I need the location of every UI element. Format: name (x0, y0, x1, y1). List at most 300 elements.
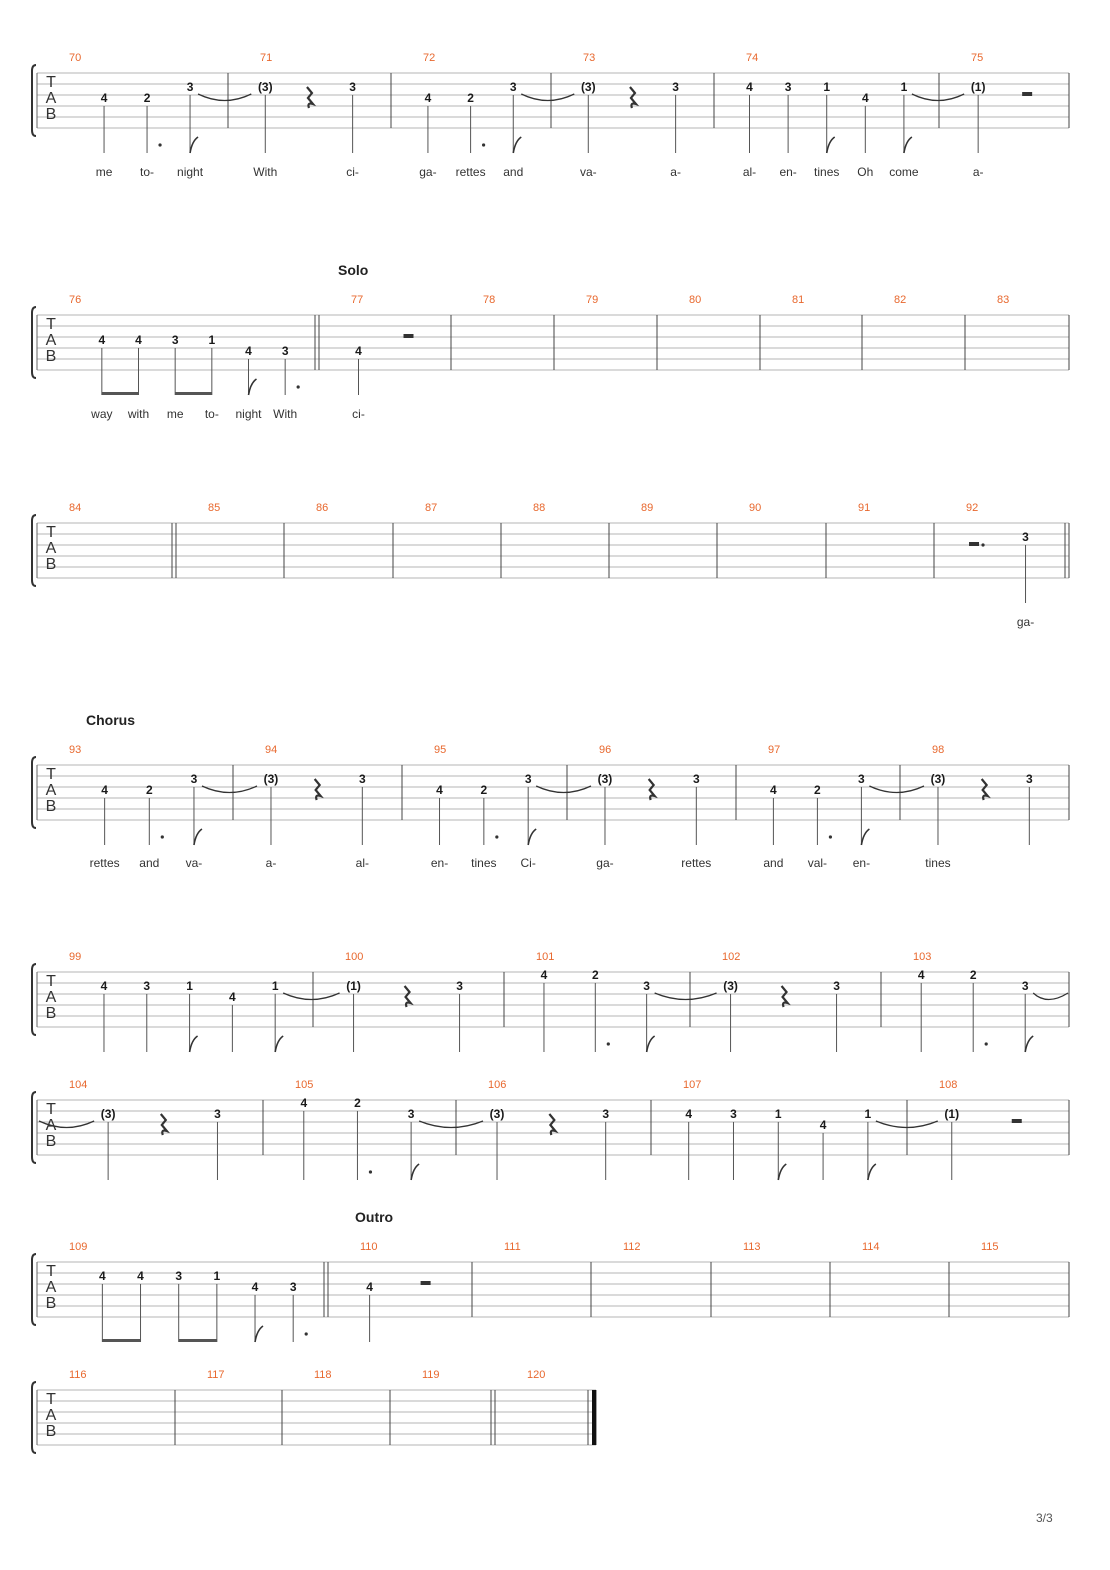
fret-number: 3 (349, 80, 356, 94)
measure-number: 116 (69, 1369, 87, 1381)
lyric-syllable: tines (471, 856, 497, 870)
measure (314, 1369, 332, 1381)
measure (316, 502, 328, 514)
measure (69, 52, 204, 179)
fret-number: 2 (143, 91, 151, 105)
measure (202, 744, 369, 870)
measure (69, 502, 81, 514)
eighth-flag (411, 1164, 419, 1180)
tab-system (32, 1079, 1069, 1180)
measure-number: 86 (316, 502, 329, 514)
section-label: Outro (355, 1209, 394, 1225)
duration-dot (482, 143, 485, 146)
measure (966, 502, 1034, 629)
measure (527, 1369, 545, 1381)
measure (981, 1241, 999, 1253)
fret-number: (3) (100, 1107, 116, 1121)
measure-number: 112 (623, 1241, 641, 1253)
measure (425, 502, 437, 514)
measure (521, 52, 681, 179)
lyric-syllable: en- (430, 856, 449, 870)
measure-number: 97 (768, 744, 781, 756)
lyric-syllable: a- (972, 165, 984, 179)
measure-number: 76 (69, 294, 82, 306)
measure-number: 110 (360, 1241, 378, 1253)
system-bracket (32, 307, 36, 378)
measure (749, 502, 761, 514)
tab-clef-letter: B (45, 1005, 57, 1022)
quarter-rest (782, 986, 788, 1007)
tab-clef (46, 766, 57, 815)
measure (743, 1241, 761, 1253)
tab-clef (46, 1263, 57, 1312)
tab-clef-letter: T (46, 766, 56, 783)
fret-number: 1 (271, 979, 279, 993)
fret-number: 4 (436, 783, 443, 797)
lyric-syllable: and (763, 856, 784, 870)
measure-number: 93 (69, 744, 82, 756)
fret-number: 3 (289, 1280, 297, 1294)
measure (858, 502, 870, 514)
duration-dot (829, 835, 832, 838)
measure-number: 72 (423, 52, 436, 64)
duration-dot (297, 385, 300, 388)
measure (912, 52, 1032, 179)
beam (102, 392, 139, 395)
measure-number: 88 (533, 502, 546, 514)
fret-number: 2 (480, 783, 488, 797)
tab-clef-letter: B (45, 798, 57, 815)
tab-system (32, 52, 1069, 179)
fret-number: 1 (208, 333, 216, 347)
lyric-syllable: rettes (89, 856, 120, 870)
fret-number: 3 (175, 1269, 183, 1283)
measure (419, 1079, 609, 1180)
beam (102, 1339, 140, 1342)
tab-system (32, 1369, 596, 1453)
beam (179, 1339, 217, 1342)
fret-number: 3 (509, 80, 517, 94)
duration-dot (161, 835, 164, 838)
tab-system (32, 951, 1069, 1052)
lyric-syllable: to- (140, 165, 155, 179)
measure-number: 87 (425, 502, 438, 514)
fret-number: 1 (213, 1269, 221, 1283)
measure-number: 84 (69, 502, 82, 514)
measure-number: 118 (314, 1369, 332, 1381)
measure-number: 85 (208, 502, 221, 514)
fret-number: (1) (944, 1107, 960, 1121)
tab-clef-letter: A (45, 1407, 57, 1424)
eighth-flag (275, 1036, 283, 1052)
eighth-flag (249, 379, 257, 395)
measure-number: 108 (939, 1079, 958, 1091)
fret-number: 4 (540, 968, 548, 982)
tab-clef-letter: B (45, 1133, 57, 1150)
fret-number: 4 (300, 1096, 308, 1110)
eighth-flag (904, 137, 912, 153)
measure (913, 951, 1068, 1052)
fret-number: 4 (917, 968, 925, 982)
measure-number: 106 (488, 1079, 507, 1091)
duration-dot (158, 143, 161, 146)
system-bracket (32, 1092, 36, 1163)
quarter-rest (549, 1114, 555, 1135)
measure (431, 744, 536, 870)
lyric-syllable: night (177, 165, 204, 179)
half-rest (404, 334, 414, 338)
measure-number: 98 (932, 744, 945, 756)
fret-number: 2 (591, 968, 599, 982)
system-bracket (32, 964, 36, 1035)
fret-number: 4 (861, 91, 869, 105)
eighth-flag (513, 137, 521, 153)
lyric-syllable: to- (204, 407, 219, 421)
measure (894, 294, 906, 306)
fret-number: 2 (354, 1096, 361, 1110)
fret-number: (1) (970, 80, 986, 94)
tab-system (32, 262, 1069, 421)
quarter-rest (307, 87, 313, 108)
eighth-flag (827, 137, 835, 153)
lyric-syllable: en- (852, 856, 871, 870)
fret-number: (3) (489, 1107, 505, 1121)
tab-clef (46, 1391, 57, 1440)
system-bracket (32, 1254, 36, 1325)
duration-dot (495, 835, 498, 838)
tab-system (32, 502, 1069, 629)
measure-number: 91 (858, 502, 871, 514)
fret-number: 3 (214, 1107, 221, 1121)
fret-number: 3 (643, 979, 650, 993)
measure (869, 744, 1033, 870)
final-bar-line (592, 1390, 596, 1445)
fret-number: 1 (774, 1107, 782, 1121)
fret-number: 3 (784, 80, 792, 94)
tab-clef-letter: A (45, 90, 57, 107)
half-rest (1022, 92, 1032, 96)
measure (655, 951, 841, 1052)
quarter-rest (315, 779, 321, 800)
measure (683, 1079, 876, 1180)
fret-number: 4 (99, 1269, 106, 1283)
fret-number: (3) (263, 772, 279, 786)
fret-number: (3) (723, 979, 738, 993)
lyric-syllable: a- (265, 856, 277, 870)
section-label: Chorus (86, 712, 135, 728)
measure-number: 95 (434, 744, 447, 756)
lyric-syllable: ci- (346, 165, 359, 179)
eighth-flag (647, 1036, 655, 1052)
lyric-syllable: tines (925, 856, 951, 870)
fret-number: 4 (355, 344, 362, 358)
fret-number: 2 (969, 968, 977, 982)
fret-number: (3) (597, 772, 613, 786)
measure-number: 100 (345, 951, 364, 963)
fret-number: 3 (602, 1107, 610, 1121)
measure-number: 70 (69, 52, 82, 64)
lyric-syllable: come (889, 165, 919, 179)
lyric-syllable: me (95, 165, 113, 179)
lyric-syllable: rettes (455, 165, 486, 179)
measure (69, 294, 300, 421)
fret-number: (3) (580, 80, 596, 94)
beam (175, 392, 212, 395)
measure (997, 294, 1009, 306)
half-rest (421, 1281, 431, 1285)
measure-number: 120 (527, 1369, 546, 1381)
system-bracket (32, 515, 36, 586)
measure-number: 102 (722, 951, 741, 963)
fret-number: 3 (1022, 530, 1029, 544)
measure-number: 119 (422, 1369, 440, 1381)
fret-number: 3 (672, 80, 679, 94)
quarter-rest (405, 986, 411, 1007)
fret-number: 3 (171, 333, 179, 347)
eighth-flag (528, 829, 536, 845)
fret-number: 4 (770, 783, 777, 797)
tab-clef (46, 316, 57, 365)
measure (763, 744, 870, 870)
tab-clef-letter: B (45, 1295, 57, 1312)
measure (689, 294, 701, 306)
lyric-syllable: a- (670, 165, 681, 179)
eighth-flag (861, 829, 869, 845)
measure-number: 90 (749, 502, 762, 514)
lyric-syllable: With (253, 165, 278, 179)
eighth-flag (190, 1036, 198, 1052)
measure-number: 105 (295, 1079, 314, 1091)
measure-number: 117 (207, 1369, 225, 1381)
fret-number: 3 (1021, 979, 1029, 993)
fret-number: 2 (145, 783, 153, 797)
fret-number: 3 (358, 772, 366, 786)
measure (533, 502, 545, 514)
fret-number: 2 (814, 783, 821, 797)
fret-number: 4 (98, 333, 106, 347)
lyric-syllable: Oh (857, 165, 874, 179)
eighth-flag (1025, 1036, 1033, 1052)
fret-number: 4 (100, 91, 108, 105)
measure-number: 94 (265, 744, 278, 756)
fret-number: 2 (467, 91, 474, 105)
fret-number: (1) (346, 979, 361, 993)
tab-clef-letter: B (45, 556, 57, 573)
measure (207, 1369, 225, 1381)
measure (743, 52, 919, 179)
quarter-rest (982, 779, 988, 800)
tab-clef-letter: A (45, 540, 57, 557)
measure-number: 73 (583, 52, 596, 64)
measure (422, 1369, 440, 1381)
half-rest (1012, 1119, 1022, 1123)
measure (483, 294, 495, 306)
fret-number: 4 (101, 783, 108, 797)
measure-number: 78 (483, 294, 496, 306)
lyric-syllable: and (503, 165, 524, 179)
fret-number: 3 (833, 979, 840, 993)
eighth-flag (190, 137, 198, 153)
measure (536, 951, 655, 1052)
fret-number: 3 (407, 1107, 415, 1121)
lyric-syllable: al- (355, 856, 369, 870)
measure-number: 82 (894, 294, 907, 306)
tab-system (32, 1209, 1069, 1342)
measure (295, 1079, 419, 1180)
fret-number: 3 (524, 772, 532, 786)
dotted-half-rest (969, 542, 979, 546)
fret-number: 4 (819, 1118, 827, 1132)
measure-number: 104 (69, 1079, 88, 1091)
measure-number: 74 (746, 52, 759, 64)
tab-clef-letter: A (45, 782, 57, 799)
measure (283, 951, 463, 1052)
measure (586, 294, 598, 306)
duration-dot (305, 1332, 308, 1335)
measure-number: 111 (504, 1241, 521, 1253)
fret-number: 4 (366, 1280, 373, 1294)
tab-clef-letter: T (46, 1101, 56, 1118)
measure (419, 52, 523, 179)
fret-number: 3 (730, 1107, 737, 1121)
fret-number: 3 (190, 772, 198, 786)
duration-dot (369, 1170, 372, 1173)
quarter-rest (649, 779, 655, 800)
fret-number: 1 (823, 80, 831, 94)
measure (623, 1241, 641, 1253)
tab-clef-letter: A (45, 1117, 57, 1134)
lyric-syllable: rettes (681, 856, 712, 870)
lyric-syllable: Ci- (520, 856, 536, 870)
fret-number: 4 (424, 91, 432, 105)
fret-number: 3 (143, 979, 151, 993)
eighth-flag (778, 1164, 786, 1180)
lyric-syllable: va- (579, 165, 597, 179)
fret-number: 4 (685, 1107, 693, 1121)
fret-number: 4 (135, 333, 142, 347)
fret-number: 3 (1025, 772, 1033, 786)
measure-number: 83 (997, 294, 1010, 306)
measure (504, 1241, 521, 1253)
measure-number: 92 (966, 502, 979, 514)
lyric-syllable: va- (185, 856, 203, 870)
tab-clef-letter: T (46, 1391, 56, 1408)
tab-clef-letter: A (45, 1279, 57, 1296)
fret-number: 3 (858, 772, 865, 786)
fret-number: 4 (100, 979, 108, 993)
lyric-syllable: ga- (1016, 615, 1035, 629)
lyric-syllable: ga- (596, 856, 614, 870)
eighth-flag (194, 829, 202, 845)
fret-number: 4 (137, 1269, 144, 1283)
measure (536, 744, 711, 870)
measure-number: 89 (641, 502, 654, 514)
measure (69, 1369, 87, 1381)
eighth-flag (868, 1164, 876, 1180)
measure-number: 75 (971, 52, 984, 64)
measure (360, 1241, 431, 1342)
fret-number: 3 (186, 80, 194, 94)
tab-clef-letter: B (45, 348, 57, 365)
fret-number: 1 (864, 1107, 872, 1121)
lyric-syllable: en- (779, 165, 797, 179)
tab-clef-letter: B (45, 1423, 57, 1440)
measure (862, 1241, 880, 1253)
measure-number: 81 (792, 294, 805, 306)
lyric-syllable: way (91, 407, 113, 421)
tab-clef-letter: T (46, 1263, 56, 1280)
tab-clef (46, 74, 57, 123)
quarter-rest (161, 1114, 167, 1135)
tab-clef (46, 524, 57, 573)
duration-dot (985, 1042, 988, 1045)
lyric-syllable: me (166, 407, 184, 421)
measure-number: 113 (743, 1241, 761, 1253)
tab-clef-letter: B (45, 106, 57, 123)
fret-number: 4 (229, 990, 236, 1004)
measure-number: 114 (862, 1241, 880, 1253)
measure-number: 77 (351, 294, 364, 306)
measure-number: 71 (260, 52, 273, 64)
duration-dot (607, 1042, 610, 1045)
system-bracket (32, 757, 36, 828)
fret-number: 3 (281, 344, 289, 358)
measure (208, 502, 220, 514)
fret-number: (3) (257, 80, 273, 94)
measure-number: 101 (536, 951, 555, 963)
measure (198, 52, 359, 179)
measure-number: 103 (913, 951, 932, 963)
measure (876, 1079, 1022, 1180)
measure-number: 80 (689, 294, 702, 306)
tab-clef-letter: A (45, 989, 57, 1006)
fret-number: 4 (251, 1280, 259, 1294)
lyric-syllable: With (273, 407, 298, 421)
system-bracket (32, 1382, 36, 1453)
tab-system (32, 712, 1069, 870)
tab-clef-letter: T (46, 316, 56, 333)
lyric-syllable: val- (807, 856, 828, 870)
measure-number: 107 (683, 1079, 702, 1091)
lyric-syllable: tines (814, 165, 840, 179)
tab-clef-letter: T (46, 973, 56, 990)
measure-number: 99 (69, 951, 82, 963)
tab-clef-letter: T (46, 74, 56, 91)
measure-number: 79 (586, 294, 599, 306)
measure (39, 1079, 221, 1180)
fret-number: 4 (746, 80, 753, 94)
eighth-flag (255, 1326, 263, 1342)
fret-number: 3 (456, 979, 463, 993)
page-number: 3/3 (1036, 1511, 1053, 1525)
fret-number: 1 (186, 979, 193, 993)
measure (69, 744, 202, 870)
measure (351, 294, 414, 421)
lyric-syllable: night (235, 407, 262, 421)
system-bracket (32, 65, 36, 136)
measure (792, 294, 804, 306)
lyric-syllable: ci- (352, 407, 365, 421)
measure-number: 109 (69, 1241, 88, 1253)
fret-number: (3) (930, 772, 946, 786)
tab-clef-letter: T (46, 524, 56, 541)
measure (641, 502, 653, 514)
measure (69, 951, 283, 1052)
lyric-syllable: al- (742, 165, 757, 179)
measure-number: 115 (981, 1241, 999, 1253)
lyric-syllable: with (127, 407, 150, 421)
quarter-rest (630, 87, 636, 108)
